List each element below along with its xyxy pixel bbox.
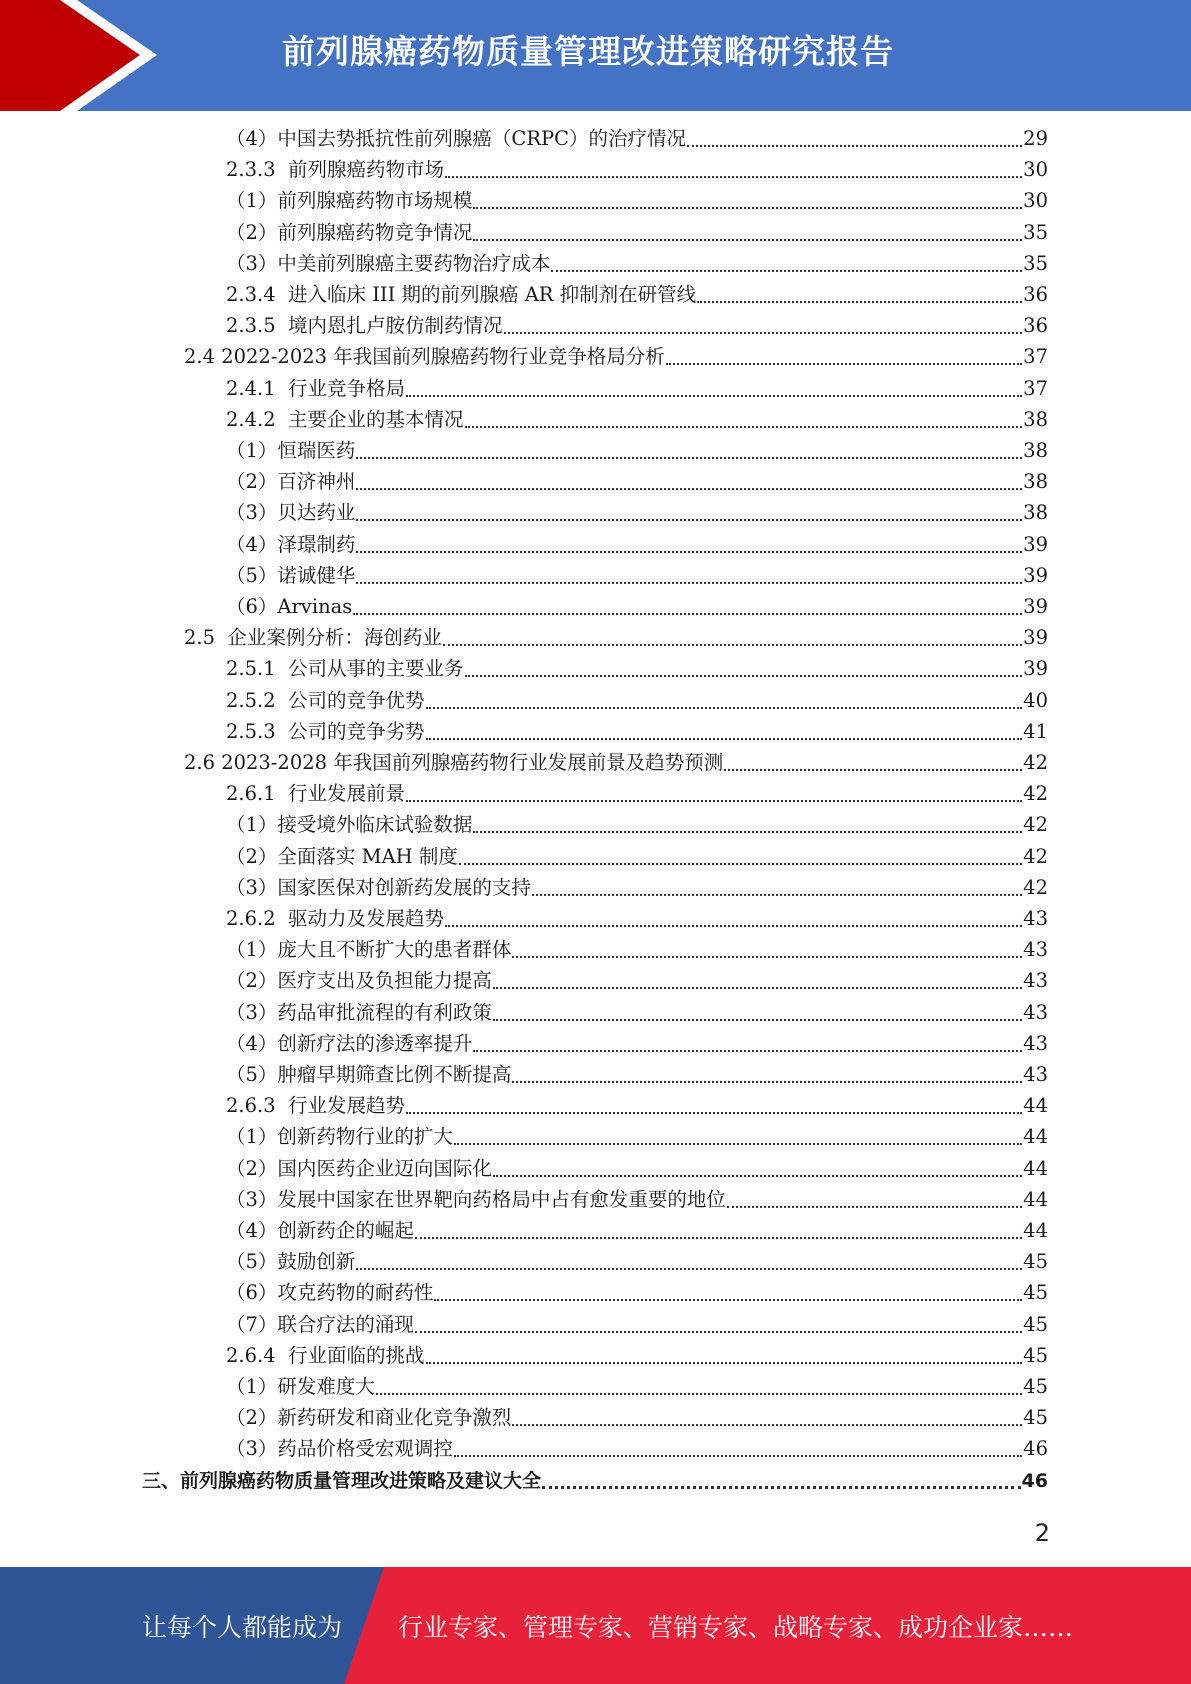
toc-entry-label: 2.3.5 境内恩扎卢胺仿制药情况 bbox=[226, 314, 503, 338]
toc-dot-leader bbox=[445, 176, 1022, 178]
toc-entry[interactable] bbox=[226, 438, 1048, 464]
toc-entry-label: （3）发展中国家在世界靶向药格局中占有愈发重要的地位 bbox=[226, 1187, 726, 1211]
report-title: 前列腺癌药物质量管理改进策略研究报告 bbox=[282, 32, 894, 71]
toc-entry-label: 2.6 2023-2028 年我国前列腺癌药物行业发展前景及趋势预测 bbox=[184, 751, 724, 774]
toc-entry-label: （4）创新药企的崛起 bbox=[226, 1219, 414, 1242]
toc-entry-label: （3）国家医保对创新药发展的支持 bbox=[226, 875, 531, 899]
toc-entry-label: （6）Arvinas bbox=[226, 595, 353, 618]
toc-dot-leader bbox=[504, 332, 1023, 334]
toc-entry-label: （2）百济神州 bbox=[226, 470, 356, 494]
toc-entry-label: （2）国内医药企业迈向国际化 bbox=[226, 1156, 492, 1180]
toc-entry-label: 2.3.4 进入临床 III 期的前列腺癌 AR 抑制剂在研管线 bbox=[226, 283, 697, 306]
toc-dot-leader bbox=[473, 1050, 1022, 1052]
toc-entry-page: 37 bbox=[1023, 345, 1048, 369]
toc-entry-label: 2.6.4 行业面临的挑战 bbox=[226, 1343, 425, 1367]
toc-dot-leader bbox=[356, 519, 1022, 521]
toc-entry-page: 38 bbox=[1023, 407, 1048, 431]
toc-entry[interactable] bbox=[226, 1405, 1048, 1431]
toc-dot-leader bbox=[356, 457, 1022, 459]
toc-entry-label: （1）研发难度大 bbox=[226, 1375, 375, 1398]
toc-entry-page: 42 bbox=[1023, 813, 1048, 837]
toc-dot-leader bbox=[512, 1424, 1022, 1426]
toc-entry[interactable] bbox=[226, 188, 1048, 214]
toc-entry-page: 44 bbox=[1023, 1094, 1048, 1118]
toc-entry[interactable] bbox=[184, 750, 1048, 776]
toc-entry-label: 2.6.2 驱动力及发展趋势 bbox=[226, 907, 445, 930]
toc-entry[interactable] bbox=[226, 1436, 1048, 1462]
toc-dot-leader bbox=[356, 1268, 1022, 1270]
toc-entry-page: 45 bbox=[1023, 1281, 1048, 1305]
toc-dot-leader bbox=[415, 1237, 1022, 1239]
toc-dot-leader bbox=[512, 956, 1022, 958]
toc-entry-label: （1）恒瑞医药 bbox=[226, 439, 356, 462]
toc-dot-leader bbox=[465, 675, 1023, 677]
toc-entry[interactable] bbox=[226, 688, 1048, 714]
toc-entry[interactable] bbox=[226, 563, 1048, 589]
toc-entry[interactable] bbox=[226, 376, 1048, 402]
toc-entry-page: 36 bbox=[1023, 283, 1048, 306]
toc-entry[interactable] bbox=[226, 1280, 1048, 1306]
toc-entry[interactable] bbox=[226, 968, 1048, 994]
toc-entry-page: 46 bbox=[1023, 1437, 1048, 1461]
toc-entry-page: 36 bbox=[1023, 314, 1048, 338]
toc-entry-page: 44 bbox=[1023, 1219, 1048, 1242]
toc-entry-label: （4）泽璟制药 bbox=[226, 532, 356, 556]
toc-entry[interactable] bbox=[226, 500, 1048, 526]
toc-entry[interactable] bbox=[226, 532, 1048, 558]
toc-entry[interactable] bbox=[226, 251, 1048, 277]
toc-entry-page: 30 bbox=[1023, 189, 1048, 213]
toc-entry-page: 39 bbox=[1023, 626, 1048, 650]
toc-entry-page: 35 bbox=[1023, 251, 1048, 275]
toc-entry-page: 45 bbox=[1023, 1375, 1048, 1398]
toc-entry-label: （4）中国去势抵抗性前列腺癌（CRPC）的治疗情况 bbox=[226, 127, 687, 150]
toc-entry[interactable] bbox=[226, 313, 1048, 339]
toc-entry-page: 45 bbox=[1023, 1312, 1048, 1336]
toc-entry[interactable] bbox=[226, 282, 1048, 308]
toc-entry-label: 2.5 企业案例分析：海创药业 bbox=[184, 626, 442, 650]
toc-entry-label: 三、前列腺癌药物质量管理改进策略及建议大全 bbox=[142, 1469, 542, 1492]
toc-dot-leader bbox=[697, 301, 1022, 303]
page-footer bbox=[0, 1567, 1191, 1684]
toc-entry-page: 42 bbox=[1023, 875, 1048, 899]
toc-entry-page: 42 bbox=[1023, 782, 1048, 806]
toc-entry-label: 2.6.1 行业发展前景 bbox=[226, 782, 406, 806]
toc-entry[interactable] bbox=[226, 781, 1048, 807]
toc-entry-page: 38 bbox=[1023, 439, 1048, 462]
toc-entry-page: 40 bbox=[1023, 688, 1048, 712]
toc-entry-page: 43 bbox=[1023, 969, 1048, 993]
toc-entry-page: 39 bbox=[1023, 657, 1048, 681]
toc-chapter-entry[interactable] bbox=[142, 1468, 1048, 1494]
toc-dot-leader bbox=[542, 1486, 1021, 1489]
toc-entry-page: 43 bbox=[1023, 907, 1048, 930]
toc-dot-leader bbox=[727, 1206, 1022, 1208]
toc-entry-page: 39 bbox=[1023, 532, 1048, 556]
toc-entry-label: （5）鼓励创新 bbox=[226, 1250, 356, 1274]
toc-dot-leader bbox=[465, 426, 1023, 428]
toc-dot-leader bbox=[356, 551, 1022, 553]
footer-slogan-right: 行业专家、管理专家、营销专家、战略专家、成功企业家…… bbox=[398, 1613, 1074, 1642]
toc-entry-label: （3）中美前列腺癌主要药物治疗成本 bbox=[226, 251, 551, 275]
toc-entry-label: 2.5.1 公司从事的主要业务 bbox=[226, 657, 464, 681]
toc-entry-page: 43 bbox=[1023, 1000, 1048, 1024]
toc-dot-leader bbox=[426, 738, 1023, 740]
toc-entry-label: （1）前列腺癌药物市场规模 bbox=[226, 189, 473, 213]
toc-entry[interactable] bbox=[184, 625, 1048, 651]
toc-entry[interactable] bbox=[226, 1062, 1048, 1088]
toc-entry-page: 45 bbox=[1023, 1250, 1048, 1274]
toc-dot-leader bbox=[493, 1019, 1022, 1021]
toc-entry-label: （2）新药研发和商业化竞争激烈 bbox=[226, 1406, 512, 1430]
toc-entry[interactable] bbox=[226, 407, 1048, 433]
toc-entry-page: 38 bbox=[1023, 470, 1048, 494]
toc-dot-leader bbox=[376, 1393, 1022, 1395]
toc-entry-label: （7）联合疗法的涌现 bbox=[226, 1312, 414, 1336]
toc-entry[interactable] bbox=[226, 875, 1048, 901]
toc-entry[interactable] bbox=[226, 157, 1048, 183]
toc-dot-leader bbox=[426, 707, 1023, 709]
toc-entry-page: 42 bbox=[1023, 751, 1048, 774]
toc-entry-label: （4）创新疗法的渗透率提升 bbox=[226, 1031, 473, 1055]
toc-entry-page: 39 bbox=[1023, 595, 1048, 618]
toc-entry-label: （5）诺诚健华 bbox=[226, 563, 356, 587]
page-header bbox=[0, 0, 1191, 111]
toc-dot-leader bbox=[512, 1081, 1022, 1083]
toc-entry-page: 45 bbox=[1023, 1406, 1048, 1430]
toc-dot-leader bbox=[353, 613, 1022, 615]
toc-entry[interactable] bbox=[184, 344, 1048, 370]
toc-entry[interactable] bbox=[226, 1000, 1048, 1026]
toc-entry[interactable] bbox=[226, 1249, 1048, 1275]
toc-entry[interactable] bbox=[226, 594, 1048, 620]
toc-entry[interactable] bbox=[226, 812, 1048, 838]
toc-entry[interactable] bbox=[226, 1187, 1048, 1213]
toc-dot-leader bbox=[434, 1299, 1022, 1301]
toc-entry-label: （6）攻克药物的耐药性 bbox=[226, 1281, 434, 1305]
toc-entry-label: 2.4.1 行业竞争格局 bbox=[226, 376, 406, 400]
toc-entry-label: 2.4 2022-2023 年我国前列腺癌药物行业竞争格局分析 bbox=[184, 345, 665, 369]
toc-dot-leader bbox=[473, 831, 1022, 833]
toc-dot-leader bbox=[493, 1175, 1022, 1177]
toc-entry-page: 46 bbox=[1021, 1469, 1048, 1492]
toc-entry-page: 30 bbox=[1023, 158, 1048, 182]
toc-entry-label: （2）前列腺癌药物竞争情况 bbox=[226, 220, 473, 244]
toc-entry-page: 44 bbox=[1023, 1187, 1048, 1211]
toc-dot-leader bbox=[356, 488, 1022, 490]
toc-dot-leader bbox=[406, 395, 1022, 397]
toc-entry-page: 43 bbox=[1023, 1063, 1048, 1086]
toc-entry-page: 35 bbox=[1023, 220, 1048, 244]
toc-entry[interactable] bbox=[226, 1374, 1048, 1400]
toc-dot-leader bbox=[443, 644, 1022, 646]
toc-dot-leader bbox=[454, 1143, 1022, 1145]
toc-entry[interactable] bbox=[226, 1031, 1048, 1057]
toc-entry[interactable] bbox=[226, 1124, 1048, 1150]
toc-entry-label: （3）药品审批流程的有利政策 bbox=[226, 1000, 492, 1024]
toc-dot-leader bbox=[415, 1331, 1022, 1333]
toc-entry-page: 42 bbox=[1023, 844, 1048, 868]
toc-entry-label: 2.6.3 行业发展趋势 bbox=[226, 1094, 406, 1118]
toc-dot-leader bbox=[406, 1112, 1022, 1114]
toc-entry-page: 44 bbox=[1023, 1125, 1048, 1149]
toc-dot-leader bbox=[473, 207, 1022, 209]
toc-entry-label: 2.5.3 公司的竞争劣势 bbox=[226, 719, 425, 743]
toc-entry-label: 2.3.3 前列腺癌药物市场 bbox=[226, 158, 445, 182]
toc-dot-leader bbox=[687, 145, 1022, 147]
toc-entry[interactable] bbox=[226, 1218, 1048, 1244]
toc-entry-label: （2）全面落实 MAH 制度 bbox=[226, 844, 458, 868]
toc-entry-page: 44 bbox=[1023, 1156, 1048, 1180]
toc-entry[interactable] bbox=[226, 469, 1048, 495]
toc-entry-page: 43 bbox=[1023, 938, 1048, 962]
toc-dot-leader bbox=[666, 363, 1022, 365]
toc-entry-label: （1）创新药物行业的扩大 bbox=[226, 1125, 453, 1149]
toc-entry-page: 45 bbox=[1023, 1343, 1048, 1367]
footer-slogan-left: 让每个人都能成为 bbox=[142, 1613, 343, 1642]
toc-entry[interactable] bbox=[226, 1312, 1048, 1338]
toc-dot-leader bbox=[724, 769, 1022, 771]
toc-entry[interactable] bbox=[226, 844, 1048, 870]
page-number: 2 bbox=[1034, 1519, 1050, 1547]
toc-entry-label: （3）药品价格受宏观调控 bbox=[226, 1437, 453, 1461]
toc-entry[interactable] bbox=[226, 126, 1048, 152]
toc-entry-label: 2.5.2 公司的竞争优势 bbox=[226, 688, 425, 712]
toc-dot-leader bbox=[532, 894, 1022, 896]
toc-dot-leader bbox=[459, 863, 1022, 865]
toc-entry[interactable] bbox=[226, 1156, 1048, 1182]
toc-entry-page: 43 bbox=[1023, 1031, 1048, 1055]
toc-entry[interactable] bbox=[226, 1343, 1048, 1369]
toc-entry[interactable] bbox=[226, 719, 1048, 745]
toc-entry-label: （2）医疗支出及负担能力提高 bbox=[226, 969, 492, 993]
toc-dot-leader bbox=[493, 987, 1022, 989]
toc-dot-leader bbox=[473, 239, 1022, 241]
toc-entry-label: （5）肿瘤早期筛查比例不断提高 bbox=[226, 1063, 512, 1086]
toc-dot-leader bbox=[454, 1455, 1022, 1457]
toc-entry-page: 41 bbox=[1023, 719, 1048, 743]
toc-entry[interactable] bbox=[226, 906, 1048, 932]
toc-entry[interactable] bbox=[226, 656, 1048, 682]
toc-entry[interactable] bbox=[226, 220, 1048, 246]
toc-entry[interactable] bbox=[226, 937, 1048, 963]
toc-dot-leader bbox=[426, 1362, 1023, 1364]
toc-entry-page: 37 bbox=[1023, 376, 1048, 400]
toc-entry-label: 2.4.2 主要企业的基本情况 bbox=[226, 407, 464, 431]
toc-entry-label: （3）贝达药业 bbox=[226, 501, 356, 525]
toc-dot-leader bbox=[356, 582, 1022, 584]
toc-dot-leader bbox=[445, 925, 1022, 927]
toc-entry-page: 29 bbox=[1023, 127, 1048, 150]
toc-dot-leader bbox=[406, 800, 1022, 802]
toc-entry-label: （1）接受境外临床试验数据 bbox=[226, 813, 473, 837]
toc-entry[interactable] bbox=[226, 1093, 1048, 1119]
toc-entry-page: 38 bbox=[1023, 501, 1048, 525]
toc-entry-page: 39 bbox=[1023, 563, 1048, 587]
toc-dot-leader bbox=[551, 270, 1022, 272]
toc-entry-label: （1）庞大且不断扩大的患者群体 bbox=[226, 938, 512, 962]
